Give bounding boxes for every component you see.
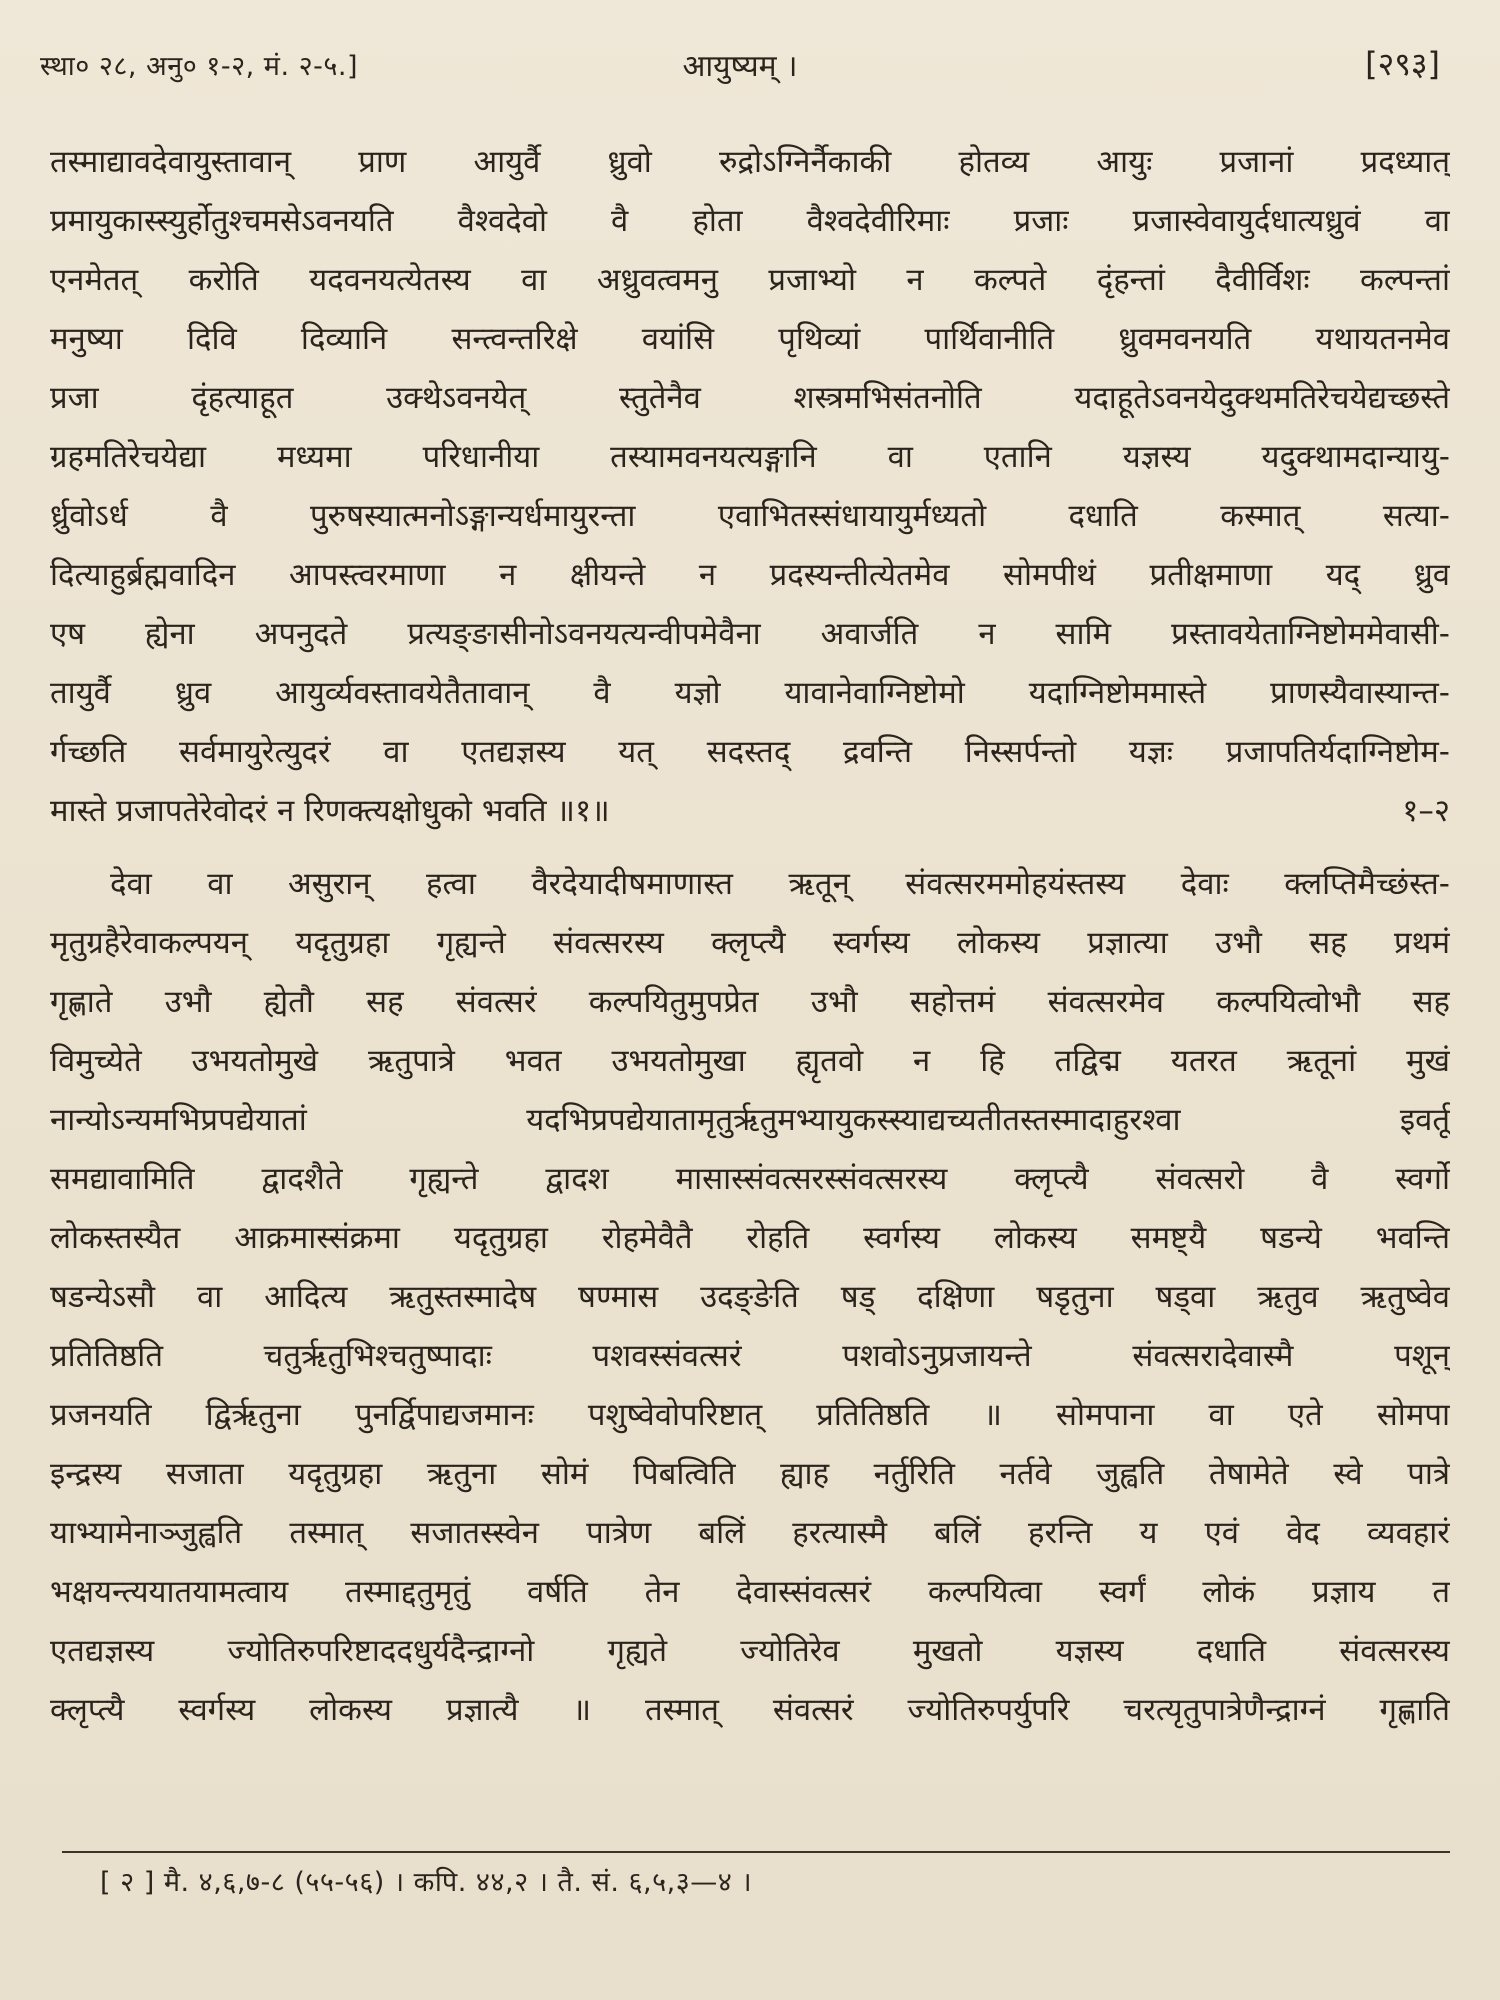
text-line: लोकस्तस्यैत आक्रमास्संक्रमा यदृतुग्रहा रोहमेवैतै रोहति स्वर्गस्य लोकस्य समष्ट्यै षडन्ये भवन्ति (50, 1220, 1450, 1256)
text-line: एष ह्येना अपनुदते प्रत्यङ्ङासीनोऽवनयत्यन्वीपमेवैना अवार्जति न सामि प्रस्तावयेताग्निष्टोममेवासी- (50, 616, 1450, 652)
text-line: नान्योऽन्यमभिप्रपद्येयातां यदभिप्रपद्येयातामृतुर्ऋतुमभ्यायुकस्स्याद्यच्यतीतस्तस्मादाहुरश्वा इवर्तू (50, 1102, 1450, 1138)
text-line: दित्याहुर्ब्रह्मवादिन आपस्त्वरमाणा न क्षीयन्ते न प्रदस्यन्तीत्येतमेव सोमपीथं प्रतीक्षमाणा यद् ध्रुव (50, 557, 1450, 593)
text-line: गृह्णाते उभौ ह्येतौ सह संवत्सरं कल्पयितुमुपप्रेत उभौ सहोत्तमं संवत्सरमेव कल्पयित्वोभौ सह (50, 984, 1450, 1020)
text-line: मृतुग्रहैरेवाकल्पयन् यदृतुग्रहा गृह्यन्ते संवत्सरस्य क्लृप्त्यै स्वर्गस्य लोकस्य प्रज्ञात्या उभौ सह प्रथमं (50, 925, 1450, 961)
running-head (40, 40, 1440, 90)
text-line: समद्यावामिति द्वादशैते गृह्यन्ते द्वादश मासास्संवत्सरस्संवत्सरस्य क्लृप्त्यै संवत्सरो वै स्वर्गो (50, 1161, 1450, 1197)
text-line (50, 782, 1450, 841)
text-line: इन्द्रस्य सजाता यदृतुग्रहा ऋतुना सोमं पिबत्विति ह्याह नर्तुरिति नर्तवे जुह्वति तेषामेते स्वे पात्रे (50, 1456, 1450, 1492)
section-reference: स्था० २८, अनु० १-२, मं. २-५.] (40, 51, 359, 82)
text-line: भक्षयन्त्ययातयामत्वाय तस्माद्दतुमृतुं वर्षति तेन देवास्संवत्सरं कल्पयित्वा स्वर्गं लोकं प्रज्ञाय त (50, 1574, 1450, 1610)
paragraph-2 (50, 855, 1450, 1740)
page-number: [२९३] (1365, 45, 1440, 83)
text-line: र्ध्रुवोऽर्ध वै पुरुषस्यात्मनोऽङ्गान्यर्धमायुरन्ता एवाभितस्संधायायुर्मध्यतो दधाति कस्मात् सत्या- (50, 498, 1450, 534)
text-line: प्रजा दृंहत्याहूत उक्थेऽवनयेत् स्तुतेनैव शस्त्रमभिसंतनोति यदाहूतेऽवनयेदुक्थमतिरेचयेद्यच्छस्ते (50, 380, 1450, 416)
text-line: प्रमायुकास्स्युर्होतुश्चमसेऽवनयति वैश्वदेवो वै होता वैश्वदेवीरिमाः प्रजाः प्रजास्वेवायुर्दधात्यध्रुवं वा (50, 203, 1450, 239)
text-line: तायुर्वै ध्रुव आयुर्व्यवस्तावयेतैतावान् वै यज्ञो यावानेवाग्निष्टोमो यदाग्निष्टोममास्ते प्राणस्यैवास्यान्त- (50, 675, 1450, 711)
text-line: मनुष्या दिवि दिव्यानि सन्त्वन्तरिक्षे वयांसि पृथिव्यां पार्थिवानीति ध्रुवमवनयति यथायतनमेव (50, 321, 1450, 357)
text-line: एतद्यज्ञस्य ज्योतिरुपरिष्टाददधुर्यदैन्द्राग्नो गृह्यते ज्योतिरेव मुखतो यज्ञस्य दधाति संवत्सरस्य (50, 1633, 1450, 1669)
text-line: र्गच्छति सर्वमायुरेत्युदरं वा एतद्यज्ञस्य यत् सदस्तद् द्रवन्ति निस्सर्पन्तो यज्ञः प्रजापतिर्यदाग्निष्टोम- (50, 734, 1450, 770)
footnote-divider (62, 1851, 1450, 1853)
text-line: षडन्येऽसौ वा आदित्य ऋतुस्तस्मादेष षण्मास उदङ्ङेति षड् दक्षिणा षडृतुना षड्वा ऋतुव ऋतुष्वेव (50, 1279, 1450, 1315)
text-line: देवा वा असुरान् हत्वा वैरदेयादीषमाणास्त ऋतून् संवत्सरममोहयंस्तस्य देवाः क्लप्तिमैच्छंस्त- (110, 866, 1450, 902)
text-line: प्रजनयति द्विर्ऋतुना पुनर्द्विपाद्यजमानः पशुष्वेवोपरिष्टात् प्रतितिष्ठति ॥ सोमपाना वा एते सोमपा (50, 1397, 1450, 1433)
verse-reference: १–२ (1402, 793, 1450, 829)
text-line: क्लृप्त्यै स्वर्गस्य लोकस्य प्रज्ञात्यै ॥ तस्मात् संवत्सरं ज्योतिरुपर्युपरि चरत्यृतुपात्रेणैन्द्राग्नं गृह्णाति (50, 1692, 1450, 1728)
page-title: आयुष्यम् । (682, 49, 798, 84)
text-line: प्रतितिष्ठति चतुर्ऋतुभिश्चतुष्पादाः पशवस्संवत्सरं पशवोऽनुप्रजायन्ते संवत्सरादेवास्मै पशून् (50, 1338, 1450, 1374)
text-line: विमुच्येते उभयतोमुखे ऋतुपात्रे भवत उभयतोमुखा ह्यृतवो न हि तद्विद्म यतरत ऋतूनां मुखं (50, 1043, 1450, 1079)
paragraph-1 (50, 133, 1450, 841)
footnote: [ २ ] मै. ४,६,७-८ (५५-५६) । कपि. ४४,२ । तै. सं. ६,५,३—४ । (100, 1867, 753, 1898)
text-line: एनमेतत् करोति यदवनयत्येतस्य वा अध्रुवत्वमनु प्रजाभ्यो न कल्पते दृंहन्तां दैवीर्विशः कल्पन्तां (50, 262, 1450, 298)
text-line: ग्रहमतिरेचयेद्या मध्यमा परिधानीया तस्यामवनयत्यङ्गानि वा एतानि यज्ञस्य यदुक्थामदान्यायु- (50, 439, 1450, 475)
text-line: तस्माद्यावदेवायुस्तावान् प्राण आयुर्वै ध्रुवो रुद्रोऽग्निर्नैकाकी होतव्य आयुः प्रजानां प्रदध्यात् (50, 144, 1450, 180)
text-line-content: मास्ते प्रजापतेरेवोदरं न रिणक्त्यक्षोधुको भवति ॥१॥ (50, 793, 610, 829)
main-text (50, 133, 1450, 1740)
text-line: याभ्यामेनाञ्जुह्वति तस्मात् सजातस्स्वेन पात्रेण बलिं हरत्यास्मै बलिं हरन्ति य एवं वेद व्यवहारं (50, 1515, 1450, 1551)
